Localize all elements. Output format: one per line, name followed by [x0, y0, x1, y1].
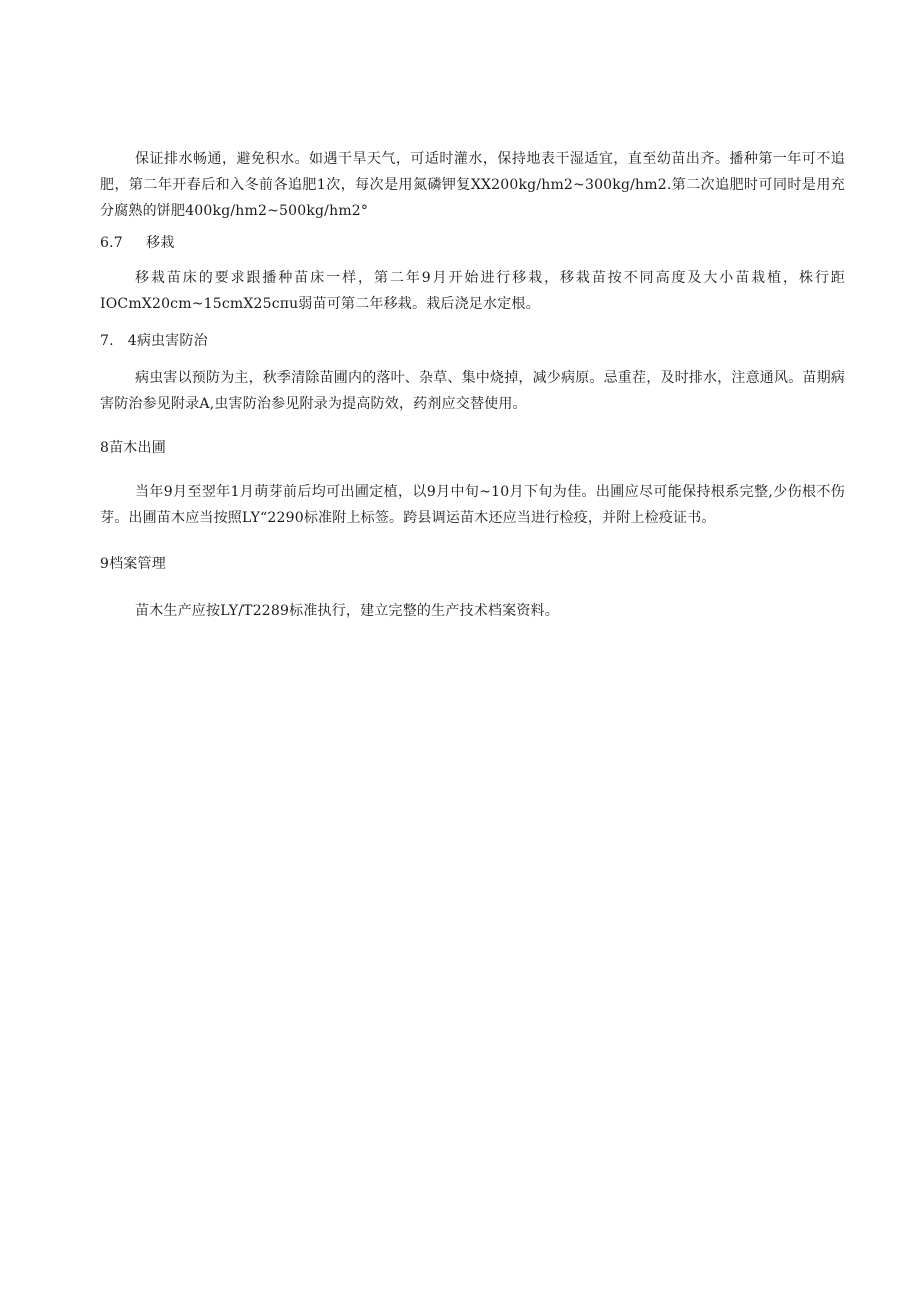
paragraph-pest-control: 病虫害以预防为主，秋季清除苗圃内的落叶、杂草、集中烧掉，减少病原。忌重茬，及时排水，注意通风。苗期病害防治参见附录A,虫害防治参见附录为提高防效，药剂应交替使用。: [100, 370, 845, 412]
paragraph-fertilization: 保证排水畅通，避免积水。如遇干旱天气，可适时灌水，保持地表干湿适宜，直至幼苗出齐。播种第一年可不追肥，第二年开春后和入冬前各追肥1次，每次是用氮磷钾复XX200kg/hm2~300kg/hm2.第二次追肥时可同时是用充分腐熟的饼肥400kg/hm2~500kg/hm2°: [100, 151, 845, 219]
section-heading-8-nursery-out: 8苗木出圃: [100, 440, 166, 456]
paragraph-transplant: 移栽苗床的要求跟播种苗床一样，第二年9月开始进行移栽，移栽苗按不同高度及大小苗栽植，株行距IOCmX20cm~15cmX25cπu弱苗可第二年移栽。栽后浇足水定根。: [100, 270, 845, 312]
section-heading-9-archive: 9档案管理: [100, 556, 166, 572]
paragraph-nursery-out: 当年9月至翌年1月萌芽前后均可出圃定植，以9月中旬~10月下旬为佳。出圃应尽可能保持根系完整,少伤根不伤芽。出圃苗木应当按照LY“2290标准附上标签。跨县调运苗木还应当进行检疫，并附上检疫证书。: [100, 484, 845, 526]
section-heading-6-7-transplant: 6.7 移栽: [100, 235, 175, 251]
paragraph-archive: 苗木生产应按LY/T2289标准执行，建立完整的生产技术档案资料。: [135, 603, 559, 619]
section-heading-7-4-pest-control: 7. 4病虫害防治: [100, 333, 208, 349]
